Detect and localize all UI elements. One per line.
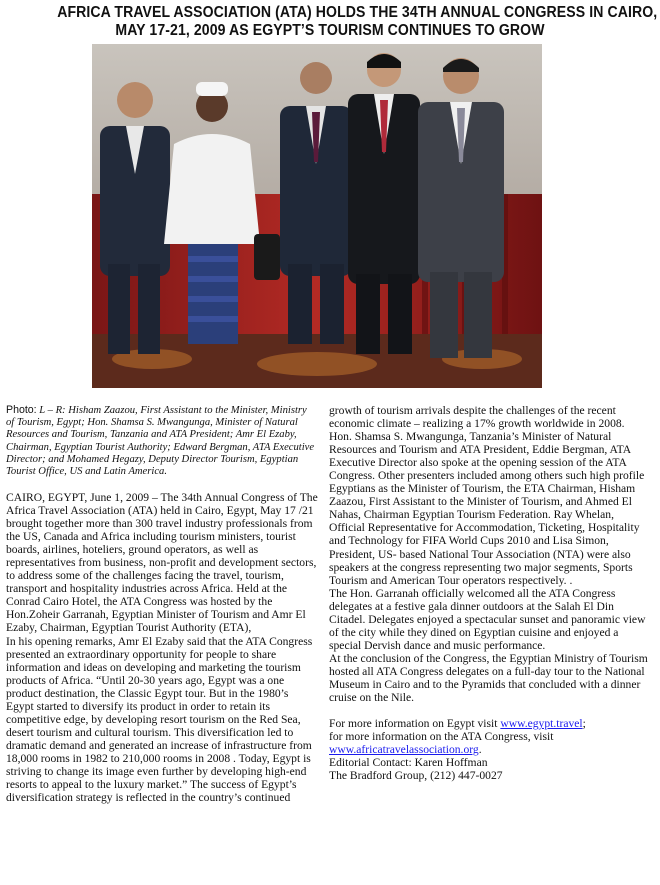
photo-caption [6, 404, 316, 478]
headline-line-2: MAY 17-21, 2009 AS EGYPT’S TOURISM CONTINUES TO GROW [115, 22, 545, 39]
article-paragraph-growth: growth of tourism arrivals despite the challenges of the recent economic climate – realizing a 17% growth worldwide in 2008. [329, 404, 625, 431]
editorial-contact: Editorial Contact: Karen Hoffman [329, 756, 488, 770]
headline [57, 4, 658, 40]
article-paragraph-remarks: In his opening remarks, Amr El Ezaby said that the ATA Congress presented an extraordinary opportunity for people to share information and ideas on developing and marketing the tourism products of Africa. “Until 20-30 years ago, Egypt was a one product destination, the Classic Egypt tour. But in the 1980’s Egypt started to diversify its product in order to retain its competitive edge, by developing resort tourism on the Red Sea, desert tourism and cultural tourism. This diversification led to dramatic demand and generated an increase of infrastructure from 18,000 rooms in 1982 to 210,000 rooms in 2008 . Today, Egypt is striving to change its image even further by developing high-end resorts to appeal to the luxury market.” The success of Egypt’s diversification strategy is reflected in the country’s continued [6, 634, 313, 805]
info-ata-suffix: . [478, 743, 482, 757]
article-paragraph-gala: The Hon. Garranah officially welcomed all the ATA Congress delegates at a festive gala dinner outdoors at the Salah El Din Citadel. Delegates enjoyed a spectacular sunset and panoramic view of the city while they dined on Egyptian cuisine and enjoyed a special Dervish dance and music performance. [329, 586, 646, 652]
egypt-travel-link[interactable]: www.egypt.travel [500, 717, 583, 731]
article-column-left [6, 491, 318, 804]
caption-text: L – R: Hisham Zaazou, First Assistant to the Minister, Ministry of Tourism, Egypt; Hon. Shamsa S. Mwangunga, Minister of Natural Resources and Tourism, Tanzania and ATA President; Amr El Ezaby, Chairman, Egyptian Tourist Authority; Edward Bergman, ATA Executive Director; and Mohamed Hegazy, Deputy Director Tourism, Egyptian Tourist Office, US and Latin America. [6, 405, 315, 478]
info-egypt [329, 717, 651, 730]
article-paragraph-intro: CAIRO, EGYPT, June 1, 2009 – The 34th Annual Congress of The Africa Travel Association (ATA) held in Cairo, Egypt, May 17 /21 brought together more than 300 travel industry professionals from the US, Canada and Africa including tourism ministers, tourist boards, airlines, hoteliers, ground operators, as well as representatives from business, non-profit and development sectors, to address some of the challenges facing the travel, tourism, transport and hospitality industries across Africa. Held at the Conrad Cairo Hotel, the ATA Congress was hosted by the Hon.Zoheir Garranah, Egyptian Minister of Tourism and Amr El Ezaby, Chairman, Egyptian Tourist Authority (ETA), [6, 491, 318, 635]
info-egypt-prefix: For more information on Egypt visit [329, 717, 501, 731]
spacer [329, 704, 651, 717]
caption-label: Photo: [6, 404, 37, 416]
article-paragraph-conclusion: At the conclusion of the Congress, the Egyptian Ministry of Tourism hosted all ATA Congress delegates on a full-day tour to the National Museum in Cairo and to the Pyramids that concluded with a dinner cruise on the Nile. [329, 651, 648, 705]
article-paragraph-speakers: Hon. Shamsa S. Mwangunga, Tanzania’s Minister of Natural Resources and Tourism and ATA President, Eddie Bergman, ATA Executive Director also spoke at the opening session of the ATA Congress. Other presenters included among others such high profile Egyptians as the Minister of Tourism, the ETA Chairman, Hisham Zaazou, First Assistant to the Minister of Tourism, and Ahmed El Nahas, Chairman Egyptian Tourism Federation. Ray Whelan, Official Representative for Accommodation, Ticketing, Hospitality and Technology for FIFA World Cups 2010 and Lisa Simon, President, US- based National Tour Association (NTA) were also speakers at the congress representing two major segments, Sports Tourism and American Tour operators respectively. . [329, 430, 645, 587]
ata-website-link[interactable]: www.africatravelassociation.org [329, 743, 479, 757]
contact-company: The Bradford Group, (212) 447-0027 [329, 769, 503, 783]
group-photo [92, 44, 542, 388]
info-ata-prefix: for more information on the ATA Congress, visit [329, 730, 554, 744]
article-column-right [329, 404, 651, 782]
info-egypt-suffix: ; [582, 717, 586, 731]
headline-line-1: AFRICA TRAVEL ASSOCIATION (ATA) HOLDS THE 34TH ANNUAL CONGRESS IN CAIRO, [57, 4, 658, 21]
info-ata [329, 730, 651, 756]
